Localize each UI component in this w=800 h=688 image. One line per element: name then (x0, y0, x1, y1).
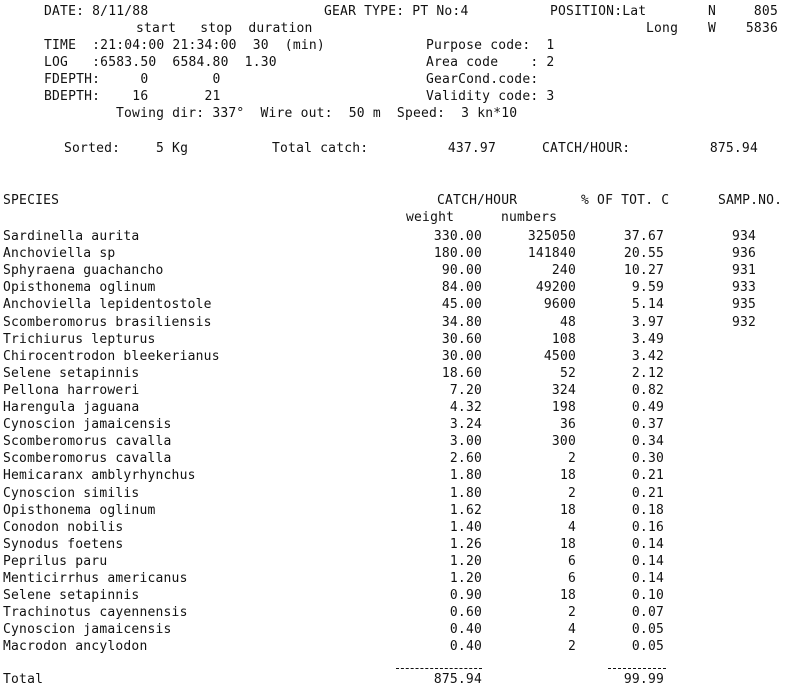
species-name: Hemicaranx amblyrhynchus (3, 468, 196, 483)
pct-total-rule (608, 668, 666, 669)
weight-cell: 4.32 (449, 400, 482, 415)
species-name: Peprilus paru (3, 554, 108, 569)
numbers-cell: 48 (559, 315, 576, 330)
long-value: 5836 (745, 21, 778, 36)
weight-cell: 3.24 (449, 417, 482, 432)
weight-cell: 1.80 (449, 486, 482, 501)
pct-cell: 3.42 (631, 349, 664, 364)
catch-hour-label: CATCH/HOUR: (542, 141, 631, 156)
numbers-cell: 108 (551, 332, 576, 347)
weight-cell: 1.20 (449, 554, 482, 569)
pct-cell: 37.67 (623, 229, 664, 244)
weight-cell: 330.00 (433, 229, 482, 244)
pct-cell: 0.82 (631, 383, 664, 398)
numbers-cell: 4500 (543, 349, 576, 364)
numbers-cell: 141840 (527, 246, 576, 261)
species-name: Sphyraena guachancho (3, 263, 164, 278)
long-label: Long (646, 21, 679, 36)
total-catch-label: Total catch: (272, 141, 369, 156)
weight-cell: 30.00 (441, 349, 482, 364)
weight-cell: 1.26 (449, 537, 482, 552)
weight-cell: 30.60 (441, 332, 482, 347)
lat-hemisphere: N (708, 4, 717, 19)
weight-total-rule (396, 668, 482, 669)
species-name: Anchoviella lepidentostole (3, 297, 212, 312)
pct-cell: 0.18 (631, 503, 664, 518)
pct-cell: 0.05 (631, 622, 664, 637)
numbers-cell: 18 (559, 468, 576, 483)
weight-cell: 45.00 (441, 297, 482, 312)
weight-cell: 84.00 (441, 280, 482, 295)
numbers-cell: 49200 (535, 280, 576, 295)
species-name: Scomberomorus brasiliensis (3, 315, 212, 330)
weight-cell: 1.20 (449, 571, 482, 586)
towing-line: Towing dir: 337° Wire out: 50 m Speed: 3 kn*10 (116, 106, 518, 121)
purpose-code: Purpose code: 1 (426, 38, 555, 53)
pct-cell: 10.27 (623, 263, 664, 278)
lat-value: 805 (753, 4, 778, 19)
weight-cell: 90.00 (441, 263, 482, 278)
catch-hour-value: 875.94 (709, 141, 758, 156)
total-weight: 875.94 (433, 672, 482, 687)
species-name: Scomberomorus cavalla (3, 434, 172, 449)
species-name: Conodon nobilis (3, 520, 124, 535)
species-name: Cynoscion similis (3, 486, 140, 501)
weight-cell: 180.00 (433, 246, 482, 261)
species-name: Trachinotus cayennensis (3, 605, 188, 620)
samp-no-cell: 932 (732, 315, 757, 330)
validity-code: Validity code: 3 (426, 89, 555, 104)
weight-cell: 18.60 (441, 366, 482, 381)
weight-cell: 0.40 (449, 622, 482, 637)
species-name: Trichiurus lepturus (3, 332, 156, 347)
weight-cell: 0.60 (449, 605, 482, 620)
pct-cell: 0.21 (631, 486, 664, 501)
weight-header: weight (406, 210, 455, 225)
pct-cell: 9.59 (631, 280, 664, 295)
species-name: Selene setapinnis (3, 588, 140, 603)
pct-cell: 0.14 (631, 571, 664, 586)
pct-cell: 3.49 (631, 332, 664, 347)
pct-cell: 0.10 (631, 588, 664, 603)
pct-cell: 0.05 (631, 639, 664, 654)
pct-cell: 5.14 (631, 297, 664, 312)
pct-cell: 0.14 (631, 554, 664, 569)
position-lat-label: POSITION:Lat (550, 4, 647, 19)
pct-cell: 2.12 (631, 366, 664, 381)
weight-cell: 2.60 (449, 451, 482, 466)
pct-cell: 0.49 (631, 400, 664, 415)
species-name: Cynoscion jamaicensis (3, 417, 172, 432)
samp-no-cell: 934 (732, 229, 757, 244)
weight-cell: 7.20 (449, 383, 482, 398)
pct-cell: 20.55 (623, 246, 664, 261)
pct-cell: 0.37 (631, 417, 664, 432)
numbers-cell: 6 (567, 554, 576, 569)
species-name: Pellona harroweri (3, 383, 140, 398)
species-name: Opisthonema oglinum (3, 503, 156, 518)
species-name: Sardinella aurita (3, 229, 140, 244)
numbers-cell: 4 (567, 622, 576, 637)
pct-cell: 0.21 (631, 468, 664, 483)
pct-cell: 0.16 (631, 520, 664, 535)
weight-cell: 1.80 (449, 468, 482, 483)
pct-total-header: % OF TOT. C (581, 193, 670, 208)
numbers-cell: 52 (559, 366, 576, 381)
samp-no-cell: 935 (732, 297, 757, 312)
numbers-cell: 2 (567, 451, 576, 466)
pct-cell: 0.07 (631, 605, 664, 620)
species-name: Harengula jaguana (3, 400, 140, 415)
species-name: Synodus foetens (3, 537, 124, 552)
log-row: LOG :6583.50 6584.80 1.30 (44, 55, 277, 70)
gearcond-code: GearCond.code: (426, 72, 539, 87)
numbers-cell: 4 (567, 520, 576, 535)
column-labels: start stop duration (136, 21, 313, 36)
sorted-value: 5 Kg (156, 141, 189, 156)
samp-no-cell: 936 (732, 246, 757, 261)
total-label: Total (3, 672, 44, 687)
numbers-cell: 324 (551, 383, 576, 398)
species-name: Cynoscion jamaicensis (3, 622, 172, 637)
numbers-cell: 2 (567, 486, 576, 501)
numbers-cell: 18 (559, 503, 576, 518)
numbers-cell: 18 (559, 537, 576, 552)
numbers-cell: 6 (567, 571, 576, 586)
numbers-cell: 240 (551, 263, 576, 278)
pct-cell: 0.14 (631, 537, 664, 552)
weight-cell: 1.40 (449, 520, 482, 535)
time-row: TIME :21:04:00 21:34:00 30 (min) (44, 38, 325, 53)
samp-no-cell: 933 (732, 280, 757, 295)
weight-cell: 0.90 (449, 588, 482, 603)
catch-hour-header: CATCH/HOUR (437, 193, 518, 208)
species-name: Anchoviella sp (3, 246, 116, 261)
numbers-cell: 18 (559, 588, 576, 603)
long-hemisphere: W (708, 21, 717, 36)
species-name: Selene setapinnis (3, 366, 140, 381)
bdepth-row: BDEPTH: 16 21 (44, 89, 221, 104)
species-header: SPECIES (3, 193, 60, 208)
species-name: Scomberomorus cavalla (3, 451, 172, 466)
total-pct: 99.99 (623, 672, 664, 687)
gear-type-field: GEAR TYPE: PT No:4 (324, 4, 469, 19)
samp-no-cell: 931 (732, 263, 757, 278)
weight-cell: 1.62 (449, 503, 482, 518)
numbers-cell: 300 (551, 434, 576, 449)
species-name: Chirocentrodon bleekerianus (3, 349, 220, 364)
weight-cell: 0.40 (449, 639, 482, 654)
numbers-cell: 9600 (543, 297, 576, 312)
species-name: Macrodon ancylodon (3, 639, 148, 654)
numbers-cell: 2 (567, 605, 576, 620)
pct-cell: 3.97 (631, 315, 664, 330)
species-name: Opisthonema oglinum (3, 280, 156, 295)
numbers-header: numbers (501, 210, 558, 225)
numbers-cell: 325050 (527, 229, 576, 244)
date-field: DATE: 8/11/88 (44, 4, 149, 19)
numbers-cell: 198 (551, 400, 576, 415)
pct-cell: 0.34 (631, 434, 664, 449)
total-catch-value: 437.97 (447, 141, 496, 156)
weight-cell: 34.80 (441, 315, 482, 330)
numbers-cell: 2 (567, 639, 576, 654)
weight-cell: 3.00 (449, 434, 482, 449)
samp-no-header: SAMP.NO. (718, 193, 783, 208)
numbers-cell: 36 (559, 417, 576, 432)
fdepth-row: FDEPTH: 0 0 (44, 72, 221, 87)
species-name: Menticirrhus americanus (3, 571, 188, 586)
pct-cell: 0.30 (631, 451, 664, 466)
sorted-label: Sorted: (64, 141, 121, 156)
area-code: Area code : 2 (426, 55, 555, 70)
